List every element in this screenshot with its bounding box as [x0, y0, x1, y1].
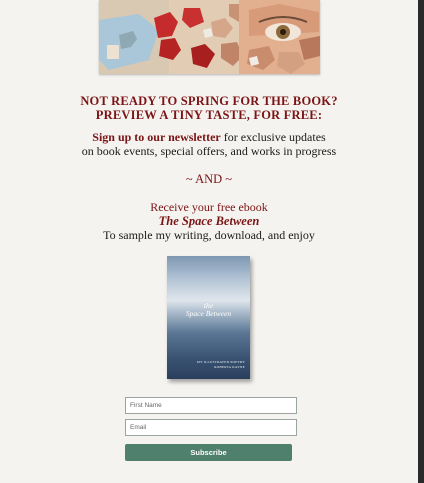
- ebook-title: The Space Between: [158, 214, 260, 228]
- hero-puzzle-image: [99, 0, 320, 74]
- email-field[interactable]: [125, 419, 297, 436]
- newsletter-text-line-2: on book events, special offers, and works in progress: [81, 144, 337, 158]
- headline-line-1: NOT READY TO SPRING FOR THE BOOK?: [80, 94, 338, 108]
- puzzle-eye-icon: [99, 0, 320, 74]
- ebook-sample-text: To sample my writing, download, and enjoy: [103, 228, 315, 242]
- book-cover-image: [167, 256, 250, 379]
- newsletter-text-rest: for exclusive updates: [220, 130, 326, 144]
- book-cover-title-main: Space Between: [185, 309, 232, 318]
- headline-line-2: PREVIEW A TINY TASTE, FOR FREE:: [95, 108, 323, 122]
- subscribe-button[interactable]: Subscribe: [125, 444, 292, 461]
- book-cover-author: [173, 360, 245, 370]
- book-cover-title: [167, 302, 250, 318]
- and-separator: ~ AND ~: [185, 172, 233, 186]
- newsletter-signup-link[interactable]: Sign up to our newsletter: [92, 130, 221, 144]
- ebook-receive-text: Receive your free ebook: [150, 200, 268, 214]
- newsletter-text: [0, 130, 418, 158]
- book-cover-author-line-2: ROBERTA RAYNE: [214, 365, 245, 369]
- book-cover-author-line-1: MY ILLUSTRATED POETRY: [196, 360, 245, 364]
- book-cover-title-small: the: [203, 301, 214, 310]
- first-name-field[interactable]: [125, 397, 297, 414]
